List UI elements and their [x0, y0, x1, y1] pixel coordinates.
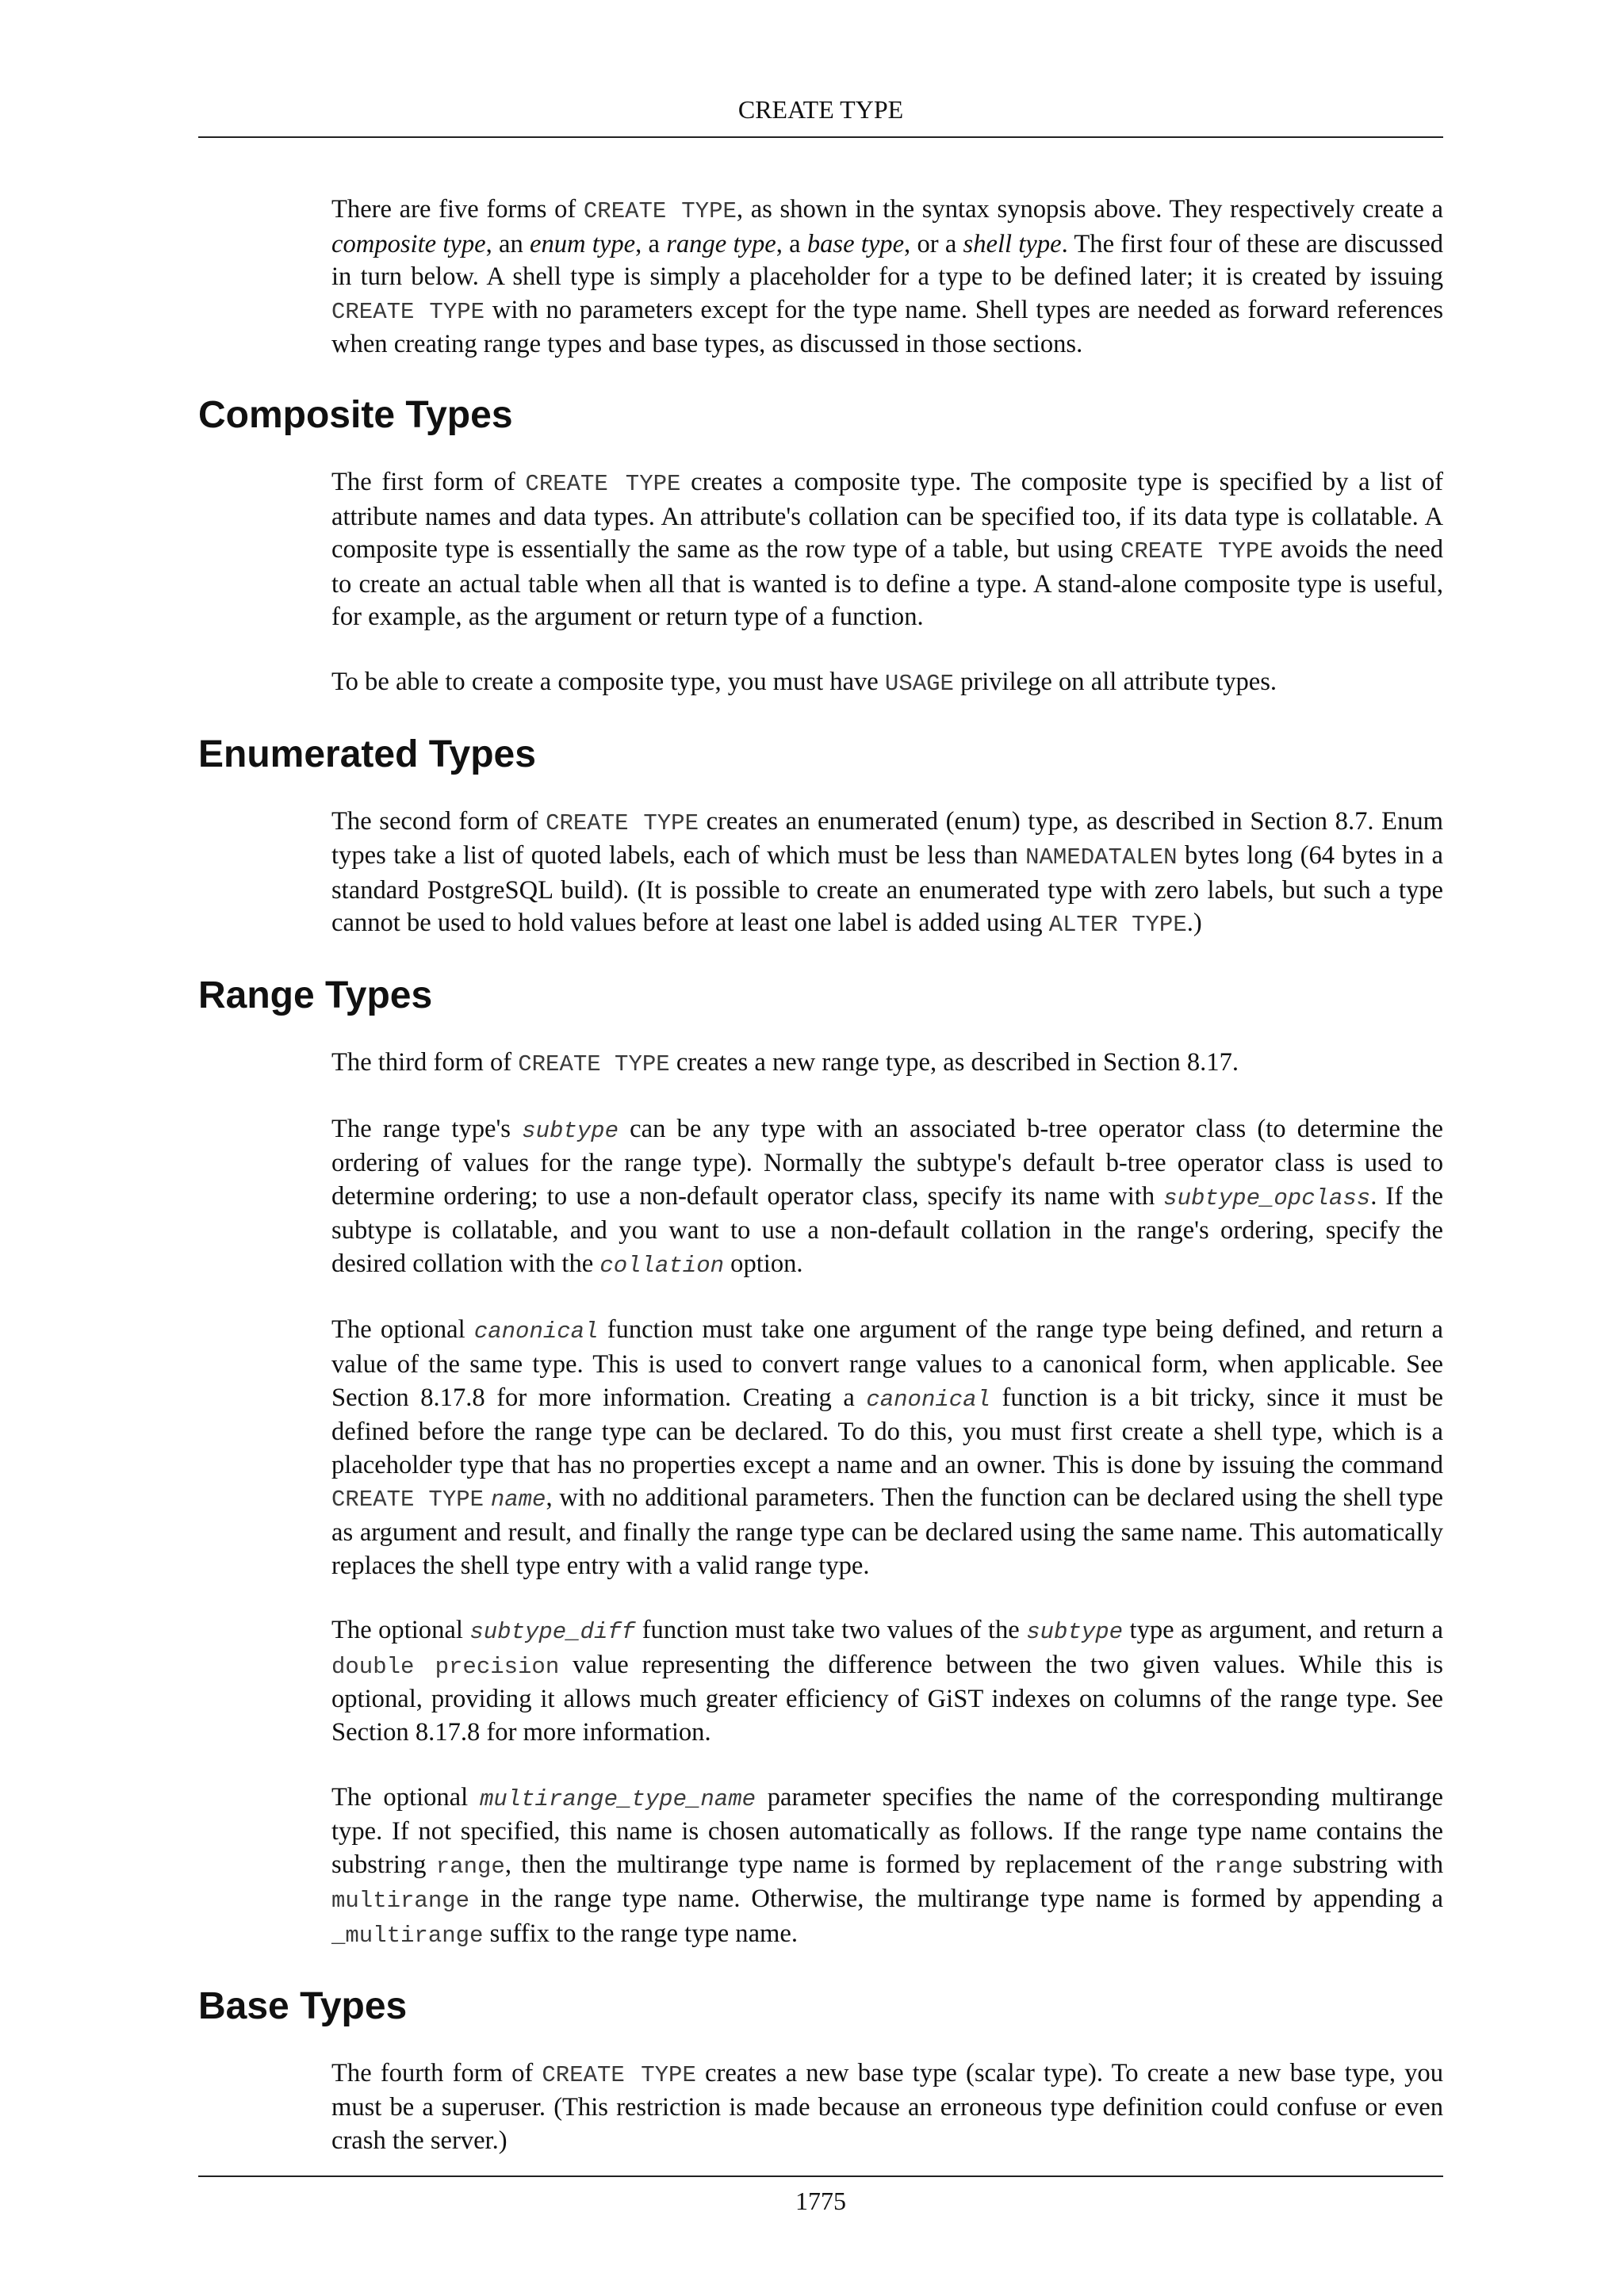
- text-run: in the range type name. Otherwise, the multirange type name is formed by appending a: [469, 1885, 1443, 1914]
- section-title-base-types: Base Types: [198, 1984, 408, 2027]
- section-title-composite-types: Composite Types: [198, 393, 513, 436]
- code-literal: CREATE TYPE: [525, 470, 681, 497]
- text-run: , an: [485, 229, 530, 258]
- code-parameter: canonical: [866, 1386, 990, 1413]
- code-literal: double precision: [331, 1653, 560, 1680]
- code-literal: ALTER TYPE: [1048, 912, 1187, 939]
- text-run: bytes long (64 bytes in a standard PostgreSQL build). (It is possible to create an enumerated type with zero labels, but such a type cannot be used to hold values before at least one label is added using: [331, 841, 1443, 938]
- range-paragraph-5: [331, 1781, 1443, 1953]
- code-parameter: subtype: [522, 1117, 619, 1144]
- text-run: The first form of: [331, 467, 526, 496]
- text-run: The second form of: [331, 806, 546, 836]
- text-run: To be able to create a composite type, you must have: [331, 667, 885, 696]
- text-run: , or a: [904, 229, 963, 258]
- emphasis: base type: [806, 229, 905, 258]
- text-run: privilege on all attribute types.: [953, 667, 1277, 696]
- enumerated-paragraph-1: [331, 806, 1443, 942]
- code-literal: range: [435, 1853, 505, 1880]
- header-rule: [198, 136, 1443, 138]
- code-literal: multirange: [331, 1888, 470, 1915]
- text-run: The range type's: [331, 1114, 523, 1143]
- text-run: can be any type with an associated b-tree operator class (to determine the ordering of values for the range type). Normally the subtype's default b-tree operator class is used to determine ordering; to use a non-default operator class, specify its name with: [331, 1114, 1443, 1211]
- code-parameter: subtype: [1026, 1619, 1124, 1646]
- code-parameter: canonical: [473, 1318, 599, 1345]
- text-run: , as shown in the syntax synopsis above. They respectively create a: [736, 195, 1443, 224]
- code-parameter: subtype_diff: [469, 1619, 636, 1646]
- code-literal: CREATE TYPE: [331, 1487, 485, 1513]
- text-run: , a: [776, 229, 807, 258]
- text-run: suffix to the range type name.: [483, 1919, 798, 1948]
- text-run: . If the subtype is collatable, and you want to use a non-default collation in the range's ordering, specify the desired collation with the: [331, 1181, 1443, 1278]
- intro-paragraph: [331, 193, 1443, 362]
- text-run: The optional: [331, 1315, 474, 1345]
- code-literal: CREATE TYPE: [583, 198, 737, 224]
- text-run: The fourth form of: [331, 2058, 542, 2087]
- code-literal: range: [1213, 1853, 1283, 1880]
- text-run: creates an enumerated (enum) type, as described in Section 8.7. Enum types take a list of quoted labels, each of which must be less than: [331, 806, 1443, 871]
- text-run: The optional: [331, 1782, 480, 1812]
- text-run: substring with: [1282, 1850, 1444, 1879]
- section-title-range-types: Range Types: [198, 974, 433, 1016]
- footer-rule: [198, 2175, 1443, 2177]
- text-run: creates a composite type. The composite type is specified by a list of attribute names and data types. An attribute's collation can be specified too, if its data type is collatable. A composite type is essentially the same as the row type of a table, but using: [331, 467, 1444, 564]
- emphasis: enum type: [530, 229, 636, 258]
- composite-paragraph-1: [331, 466, 1443, 634]
- code-literal: CREATE TYPE: [546, 809, 699, 836]
- code-literal: CREATE TYPE: [542, 2061, 696, 2088]
- code-parameter: name: [490, 1487, 546, 1513]
- code-parameter: multirange_type_name: [479, 1785, 756, 1812]
- text-run: The third form of: [331, 1047, 519, 1077]
- emphasis: composite type: [331, 229, 486, 258]
- range-paragraph-4: [331, 1614, 1443, 1749]
- text-run: avoids the need to create an actual table when all that is wanted is to define a type. A stand-alone composite type is useful, for example, as the argument or return type of a function.: [331, 535, 1443, 632]
- text-run: , a: [635, 229, 667, 258]
- code-literal: _multirange: [331, 1922, 484, 1949]
- text-run: , with no additional parameters. Then the function can be declared using the shell type as argument and result, and finally the range type can be declared using the same name. This automatically replaces the shell type entry with a valid range type.: [331, 1483, 1443, 1580]
- code-literal: USAGE: [884, 670, 954, 697]
- text-run: .): [1186, 909, 1202, 938]
- text-run: value representing the difference between the two given values. While this is optional, providing it allows much greater efficiency of GiST indexes on columns of the range type. See Section 8.17.8 for more information.: [331, 1650, 1443, 1747]
- text-run: type as argument, and return a: [1123, 1616, 1443, 1645]
- text-run: function is a bit tricky, since it must be defined before the range type can be declared. To do this, you must first create a shell type, which is a placeholder type that has no properties except a name and an owner. This is done by issuing the command: [331, 1383, 1443, 1479]
- base-paragraph-1: [331, 2057, 1443, 2158]
- emphasis: shell type: [963, 229, 1062, 258]
- emphasis: range type: [666, 229, 776, 258]
- text-run: . The first four of these are discussed in turn below. A shell type is simply a placeholder for a type to be defined later; it is created by issuing: [331, 229, 1443, 292]
- text-run: parameter specifies the name of the corresponding multirange type. If not specified, this name is chosen automatically as follows. If the range type name contains the substring: [331, 1782, 1443, 1879]
- range-paragraph-3: [331, 1314, 1443, 1582]
- range-paragraph-2: [331, 1113, 1443, 1283]
- code-parameter: subtype_opclass: [1163, 1184, 1371, 1211]
- section-title-enumerated-types: Enumerated Types: [198, 733, 536, 775]
- text-run: function must take two values of the: [635, 1616, 1027, 1645]
- text-run: with no parameters except for the type name. Shell types are needed as forward references when creating range types and base types, as discussed in those sections.: [331, 295, 1444, 359]
- text-run: option.: [724, 1249, 803, 1278]
- text-run: The optional: [331, 1616, 470, 1645]
- text-run: function must take one argument of the range type being defined, and return a value of the same type. This is used to convert range values to a canonical form, when applicable. See Section 8.17.8 for more information. Creating a: [331, 1315, 1443, 1412]
- code-literal: CREATE TYPE: [1120, 538, 1274, 565]
- page-header: CREATE TYPE: [737, 95, 904, 124]
- code-parameter: collation: [599, 1252, 725, 1279]
- text-run: , then the multirange type name is formed by replacement of the: [504, 1850, 1214, 1879]
- code-literal: CREATE TYPE: [331, 298, 485, 325]
- text-run: creates a new range type, as described in Section 8.17.: [669, 1047, 1239, 1077]
- page-number: 1775: [795, 2187, 846, 2215]
- code-literal: NAMEDATALEN: [1025, 844, 1178, 871]
- code-literal: CREATE TYPE: [518, 1050, 670, 1077]
- composite-paragraph-2: [331, 666, 1443, 701]
- text-run: There are five forms of: [331, 195, 584, 224]
- range-paragraph-1: [331, 1047, 1443, 1081]
- text-run: creates a new base type (scalar type). To create a new base type, you must be a superuser. (This restriction is made because an erroneous type definition could confuse or even crash the server.): [331, 2058, 1444, 2155]
- page-content: [198, 193, 1443, 2189]
